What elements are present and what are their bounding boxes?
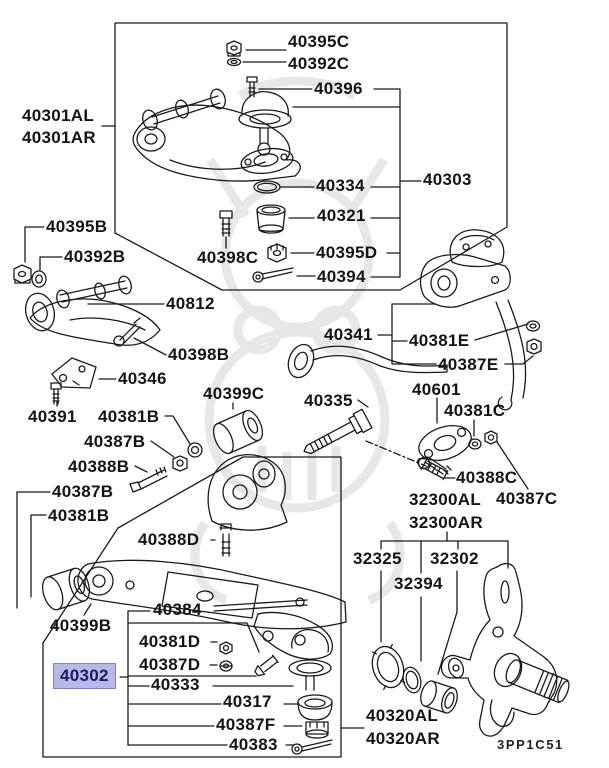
part-label-40303[interactable]: 40303 [423,170,472,189]
washer-40392B-icon [32,271,46,287]
drawing-code: 3PP1C51 [497,737,564,752]
part-label-40387C[interactable]: 40387C [496,489,558,508]
part-label-40399C[interactable]: 40399C [203,384,265,403]
part-label-40387B[interactable]: 40387B [84,432,146,451]
part-label-40388B[interactable]: 40388B [68,457,130,476]
bolt-40388B-drawing [130,467,167,492]
part-label-40381D[interactable]: 40381D [139,632,201,651]
part-label-40320AL[interactable]: 40320AL [366,706,439,725]
washer-40381C-icon [469,439,481,449]
part-label-40335[interactable]: 40335 [304,391,353,410]
washer-40392C-icon [228,59,241,66]
part-label-40395D[interactable]: 40395D [316,243,378,262]
part-label-40387E[interactable]: 40387E [438,355,499,374]
part-label-40384[interactable]: 40384 [153,600,202,619]
seal-32325-drawing [367,642,409,691]
nut-40387C-icon [485,431,497,444]
part-label-40320AR[interactable]: 40320AR [366,729,440,748]
washer-40381B-icon [188,443,202,457]
part-label-40321[interactable]: 40321 [317,206,366,225]
part-label-40381C[interactable]: 40381C [444,401,506,420]
part-label-40396[interactable]: 40396 [314,79,363,98]
part-label-40395C[interactable]: 40395C [288,32,350,51]
part-label-40392B[interactable]: 40392B [64,247,126,266]
part-label-40302-highlighted[interactable]: 40302 [53,663,116,689]
part-label-40391[interactable]: 40391 [28,407,77,426]
lower-control-arm-drawing [78,455,346,629]
part-label-32300AL[interactable]: 32300AL [409,490,482,509]
nut-40395C-icon [227,41,241,56]
nut-40395B-icon [14,265,31,283]
part-label-40381B[interactable]: 40381B [98,407,160,426]
part-label-40388D[interactable]: 40388D [138,530,200,549]
part-label-40388C[interactable]: 40388C [456,468,518,487]
part-label-40399B[interactable]: 40399B [50,616,112,635]
part-label-40394[interactable]: 40394 [317,267,366,286]
dust-cover-40321-icon [257,205,285,233]
part-label-32394[interactable]: 32394 [394,574,443,593]
part-label-40346[interactable]: 40346 [118,369,167,388]
part-label-40341[interactable]: 40341 [324,325,373,344]
part-label-32300AR[interactable]: 32300AR [409,513,483,532]
washer-40387D-icon [220,661,232,671]
part-label-40301AL[interactable]: 40301AL [22,106,95,125]
part-label-40381E[interactable]: 40381E [409,331,470,350]
bushing-40399B-drawing [39,566,93,613]
part-label-40398C[interactable]: 40398C [197,248,259,267]
part-label-40398B[interactable]: 40398B [168,345,230,364]
nut-40387E-icon [527,339,541,354]
part-label-40812[interactable]: 40812 [166,294,215,313]
part-label-32325[interactable]: 32325 [353,549,402,568]
part-label-40387B-2[interactable]: 40387B [52,482,114,501]
steering-knuckle-drawing [441,564,571,737]
part-label-40301AR[interactable]: 40301AR [22,128,96,147]
part-label-40601[interactable]: 40601 [412,380,461,399]
washer-40381E-icon [527,321,540,331]
part-label-40387F[interactable]: 40387F [216,715,276,734]
part-label-40317[interactable]: 40317 [223,692,272,711]
part-label-40381B-2[interactable]: 40381B [48,506,110,525]
part-label-40334[interactable]: 40334 [316,176,365,195]
part-label-40392C[interactable]: 40392C [288,54,350,73]
cotter-pin-40394-icon [253,268,293,282]
part-label-40387D[interactable]: 40387D [139,655,201,674]
part-label-40333[interactable]: 40333 [151,675,200,694]
nut-40387B-icon [173,456,187,471]
bolt-40391-icon [51,383,61,404]
part-label-40383[interactable]: 40383 [229,735,278,754]
nut-40381D-icon [220,642,232,654]
castle-nut-40395D-icon [268,244,286,262]
part-label-32302[interactable]: 32302 [430,549,479,568]
part-label-40395B[interactable]: 40395B [46,217,108,236]
